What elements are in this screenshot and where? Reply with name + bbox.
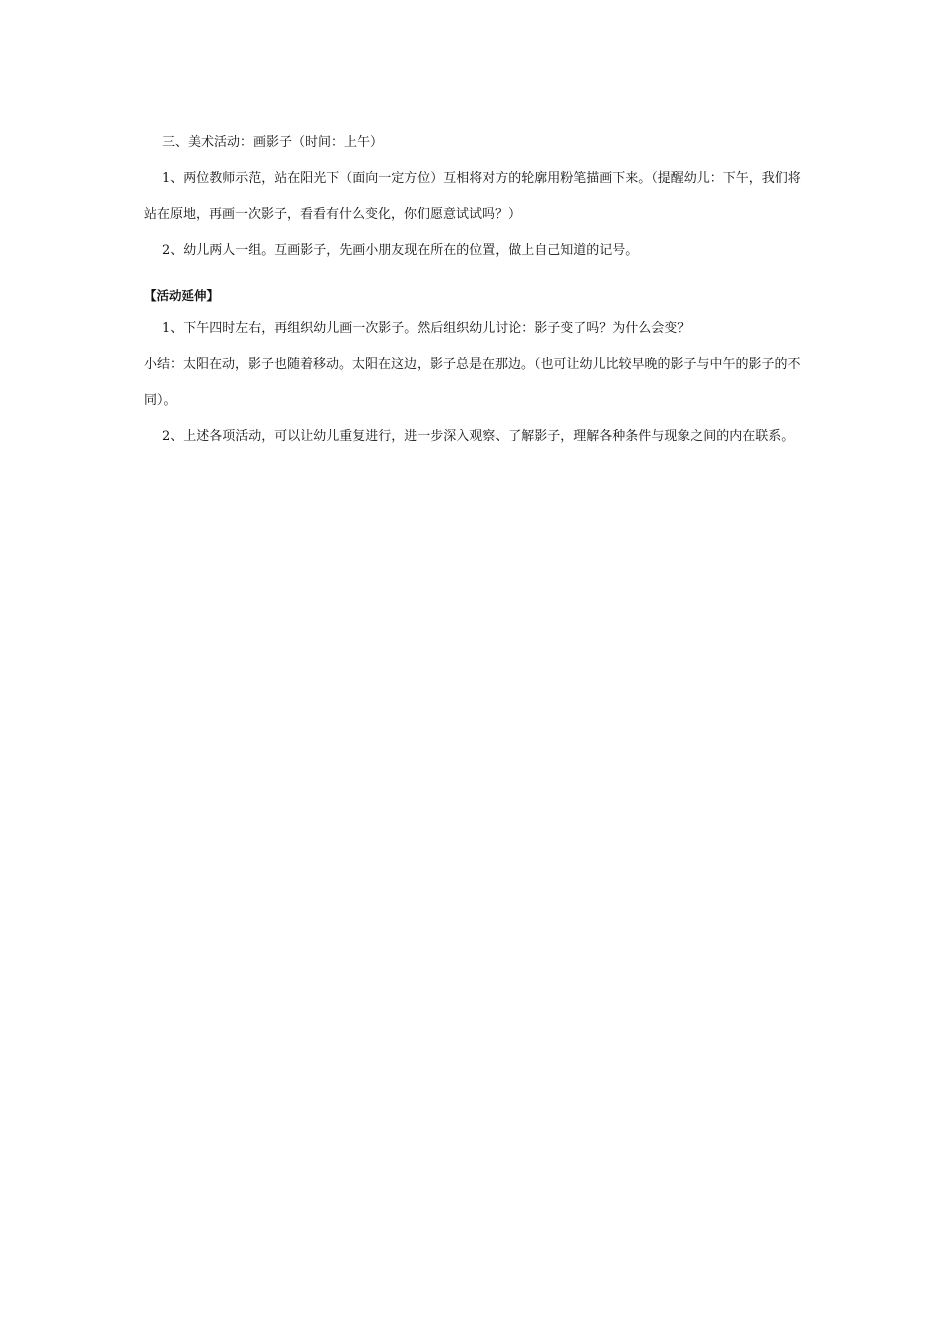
paragraph-spacer: [144, 269, 810, 281]
extension-heading: 【活动延伸】: [144, 288, 220, 303]
extension-item-2: 2、上述各项活动，可以让幼儿重复进行，进一步深入观察、了解影子，理解各种条件与现象之间的内在联系。: [162, 429, 795, 444]
section-title: 三、美术活动：画影子（时间：上午）: [162, 135, 384, 150]
extension-item-1: 1、下午四时左右，再组织幼儿画一次影子。然后组织幼儿讨论：影子变了吗？为什么会变？: [162, 321, 691, 336]
section-item-2: 2、幼儿两人一组。互画影子，先画小朋友现在所在的位置，做上自己知道的记号。: [162, 243, 639, 258]
extension-summary: 小结：太阳在动，影子也随着移动。太阳在这边，影子总是在那边。（也可让幼儿比较早晚的影子与中午的影子的不同）。: [144, 357, 801, 408]
document-body: [144, 125, 810, 455]
section-item-1: 1、两位教师示范，站在阳光下（面向一定方位）互相将对方的轮廓用粉笔描画下来。（提醒幼儿：下午，我们将站在原地，再画一次影子，看看有什么变化，你们愿意试试吗？）: [144, 171, 801, 222]
